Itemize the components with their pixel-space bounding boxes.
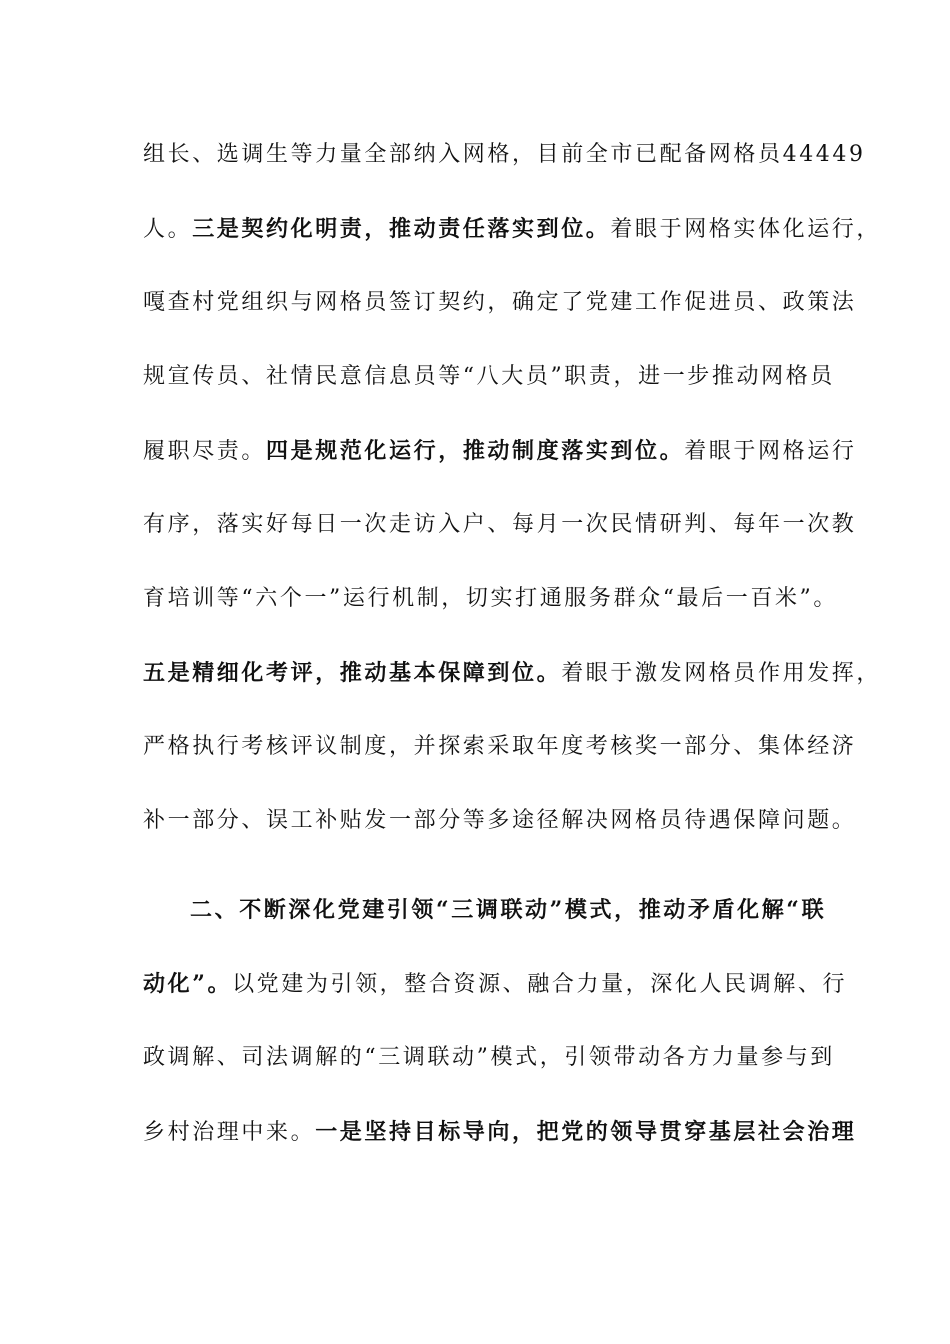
text-segment: 补一部分、误工补贴发一部分等多途径解决网格员待遇保障问题。 bbox=[143, 808, 857, 833]
text-segment: 组长、选调生等力量全部纳入网格，目前全市已配备网格员44449 bbox=[143, 142, 866, 167]
text-line-4 bbox=[143, 357, 835, 397]
text-line-12 bbox=[143, 964, 848, 1004]
text-line-8 bbox=[143, 653, 882, 693]
text-line-6 bbox=[143, 505, 857, 545]
text-line-2 bbox=[143, 209, 882, 249]
bold-heading-segment: 四是规范化运行，推动制度落实到位。 bbox=[266, 438, 685, 464]
text-line-13 bbox=[143, 1038, 835, 1078]
section-heading: 二、不断深化党建引领“三调联动”模式，推动矛盾化解“联 bbox=[190, 897, 827, 923]
text-line-3 bbox=[143, 283, 857, 323]
text-segment: 政调解、司法调解的“三调联动”模式，引领带动各方力量参与到 bbox=[143, 1045, 835, 1070]
text-segment: 着眼于网格运行 bbox=[684, 439, 857, 464]
bold-heading-segment: 五是精细化考评，推动基本保障到位。 bbox=[143, 660, 562, 686]
text-segment: 有序，落实好每日一次走访入户、每月一次民情研判、每年一次教 bbox=[143, 512, 857, 537]
text-segment: 着眼于网格实体化运行， bbox=[610, 217, 882, 242]
text-segment: 以党建为引领，整合资源、融合力量，深化人民调解、行 bbox=[232, 972, 848, 997]
text-segment: 嘎查村党组织与网格员签订契约，确定了党建工作促进员、政策法 bbox=[143, 290, 857, 315]
text-segment: 着眼于激发网格员作用发挥， bbox=[561, 661, 882, 686]
text-line-1 bbox=[143, 135, 866, 175]
text-segment: 严格执行考核评议制度，并探索采取年度考核奖一部分、集体经济 bbox=[143, 734, 857, 759]
text-line-10 bbox=[143, 801, 857, 841]
text-segment: 乡村治理中来。 bbox=[143, 1120, 316, 1145]
text-line-5 bbox=[143, 431, 857, 471]
text-line-14 bbox=[143, 1112, 857, 1152]
text-line-7 bbox=[143, 579, 838, 619]
text-segment: 育培训等“六个一”运行机制，切实打通服务群众“最后一百米”。 bbox=[143, 586, 838, 611]
section-heading-line bbox=[190, 890, 827, 930]
text-segment: 规宣传员、社情民意信息员等“八大员”职责，进一步推动网格员 bbox=[143, 364, 835, 389]
text-line-9 bbox=[143, 727, 857, 767]
text-segment: 人。 bbox=[143, 217, 193, 242]
bold-heading-segment: 一是坚持目标导向，把党的领导贯穿基层社会治理 bbox=[315, 1119, 857, 1145]
text-segment: 履职尽责。 bbox=[143, 439, 267, 464]
bold-heading-segment: 动化”。 bbox=[143, 971, 233, 997]
bold-heading-segment: 三是契约化明责，推动责任落实到位。 bbox=[192, 216, 611, 242]
